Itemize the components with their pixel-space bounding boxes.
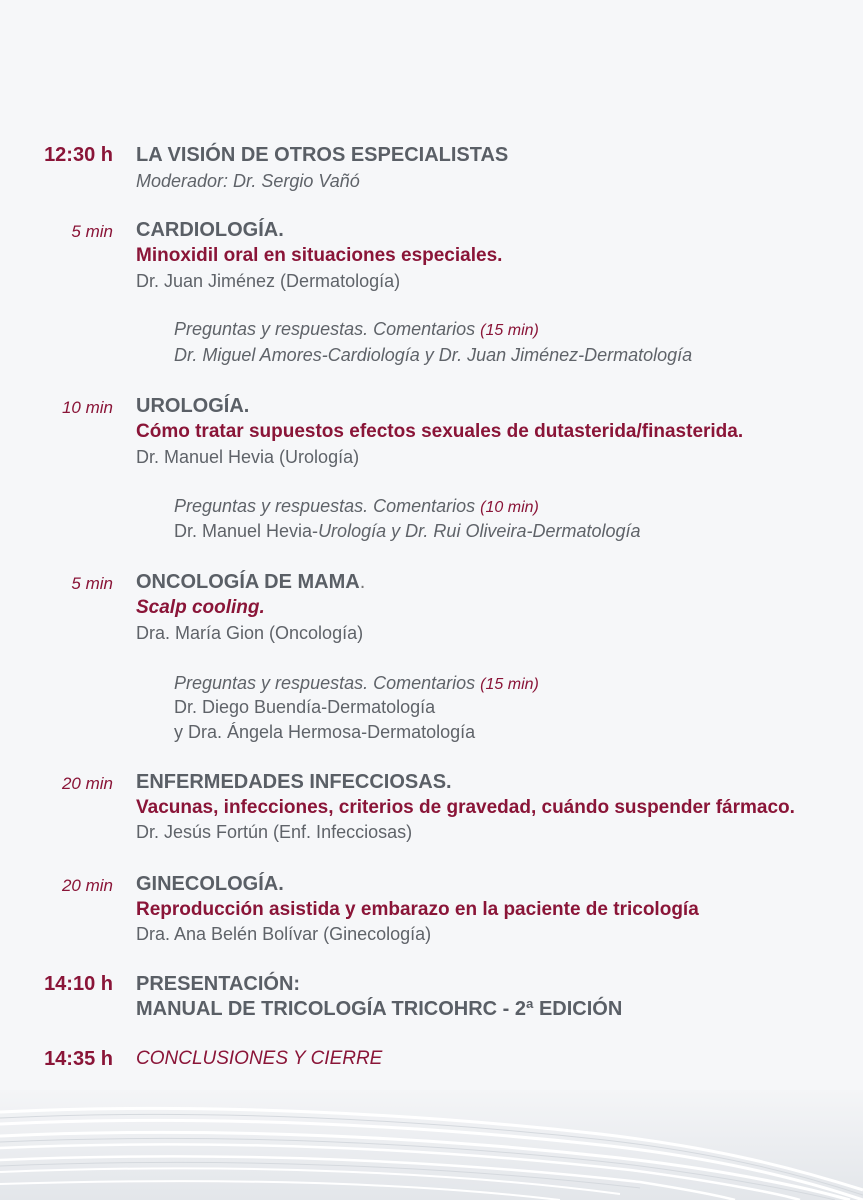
talk-specialty-dot: .: [359, 571, 366, 593]
session-time: 12:30 h: [44, 144, 113, 166]
talk-specialty: UROLOGÍA.: [136, 395, 250, 417]
qa-heading: [174, 496, 539, 517]
talk-topic: Cómo tratar supuestos efectos sexuales de dutasterida/finasterida.: [136, 421, 744, 442]
qa-duration: (15 min): [480, 322, 539, 339]
talk-duration: 20 min: [61, 774, 113, 793]
presentation-time: 14:10 h: [44, 973, 113, 995]
closing-title: CONCLUSIONES Y CIERRE: [136, 1048, 383, 1069]
talk-duration: 5 min: [71, 222, 113, 241]
qa-panel-rest: Urología y Dr. Rui Oliveira-Dermatología: [318, 521, 641, 541]
talk-specialty: ENFERMEDADES INFECCIOSAS.: [136, 771, 452, 793]
session-title: LA VISIÓN DE OTROS ESPECIALISTAS: [136, 144, 509, 166]
qa-heading: [174, 673, 539, 694]
talk-duration: 10 min: [61, 398, 113, 417]
qa-panel: [174, 521, 641, 542]
talk-duration: 5 min: [71, 574, 113, 593]
talk-speaker: Dr. Juan Jiménez (Dermatología): [136, 271, 401, 291]
talk-speaker: Dr. Manuel Hevia (Urología): [136, 447, 360, 467]
talk-specialty: GINECOLOGÍA.: [136, 873, 284, 895]
talk-specialty-text: ONCOLOGÍA DE MAMA: [136, 571, 360, 593]
talk-speaker: Dra. Ana Belén Bolívar (Ginecología): [136, 924, 432, 944]
qa-panel: y Dra. Ángela Hermosa-Dermatología: [174, 722, 476, 742]
closing-time: 14:35 h: [44, 1048, 113, 1070]
talk-duration: 20 min: [61, 876, 113, 895]
qa-heading: [174, 319, 539, 340]
talk-topic: Reproducción asistida y embarazo en la paciente de tricología: [136, 899, 699, 920]
decorative-waves: [0, 1090, 863, 1200]
qa-panel: Dr. Miguel Amores-Cardiología y Dr. Juan Jiménez-Dermatología: [174, 345, 693, 365]
session-moderator: Moderador: Dr. Sergio Vañó: [136, 171, 360, 191]
talk-topic: Scalp cooling.: [136, 597, 265, 618]
talk-specialty: [136, 571, 365, 594]
qa-duration: (15 min): [480, 676, 539, 693]
qa-panel-prefix: Dr. Manuel Hevia-: [174, 521, 319, 541]
qa-panel: Dr. Diego Buendía-Dermatología: [174, 697, 436, 717]
talk-topic: Minoxidil oral en situaciones especiales.: [136, 245, 503, 266]
talk-specialty: CARDIOLOGÍA.: [136, 219, 284, 241]
talk-speaker: Dr. Jesús Fortún (Enf. Infecciosas): [136, 822, 413, 842]
qa-label: Preguntas y respuestas. Comentarios: [174, 496, 476, 516]
qa-label: Preguntas y respuestas. Comentarios: [174, 673, 476, 693]
qa-label: Preguntas y respuestas. Comentarios: [174, 319, 476, 339]
presentation-title: PRESENTACIÓN:: [136, 973, 301, 995]
qa-duration: (10 min): [480, 499, 539, 516]
talk-speaker: Dra. María Gion (Oncología): [136, 623, 364, 643]
presentation-subtitle: MANUAL DE TRICOLOGÍA TRICOHRC - 2ª EDICIÓN: [136, 998, 623, 1020]
talk-topic: Vacunas, infecciones, criterios de gravedad, cuándo suspender fármaco.: [136, 797, 795, 818]
